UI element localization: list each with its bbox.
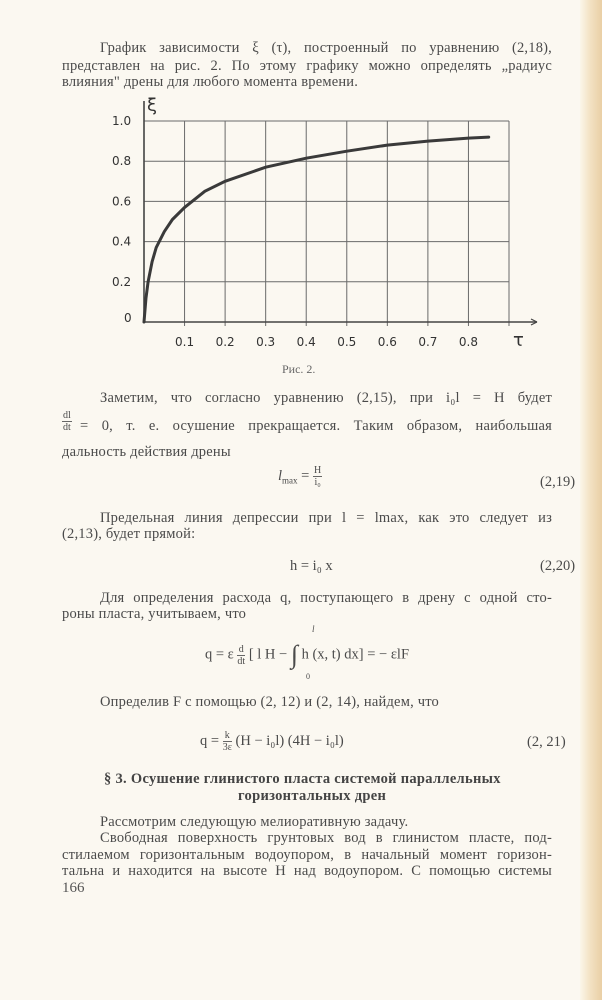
para1-line-1: Заметим, что согласно уравнению (2,15), при i₀l = H будет (100, 390, 552, 406)
eq-21-lhs: q = (200, 732, 220, 749)
svg-text:0.8: 0.8 (112, 154, 132, 169)
svg-text:0.4: 0.4 (112, 234, 132, 249)
svg-text:0.2: 0.2 (112, 274, 132, 289)
equation-2-20: h = i₀ x (290, 558, 333, 574)
para4-line: Определив F с помощью (2, 12) и (2, 14), найдем, что (100, 694, 440, 710)
figure-2-chart (0, 0, 602, 360)
svg-text:0.1: 0.1 (175, 335, 195, 349)
para3-line-2: роны пласта, учитываем, что (62, 606, 247, 622)
svg-text:0.6: 0.6 (112, 194, 132, 209)
para5-line-1: Рассмотрим следующую мелиоративную задачу. (100, 814, 409, 830)
section-heading-line-1: § 3. Осушение глинистого пласта системой параллельных (104, 771, 501, 787)
integral-lower-limit: 0 (306, 672, 310, 681)
svg-text:τ: τ (513, 330, 524, 351)
equation-number-2-20: (2,20) (540, 558, 576, 574)
svg-text:ξ: ξ (147, 95, 158, 116)
chart-curve (144, 137, 489, 322)
chart-grid (144, 101, 537, 326)
para2-line-2: (2,13), будет прямой: (62, 526, 196, 542)
svg-text:0.7: 0.7 (418, 335, 438, 349)
eq-q-left: q = ε (205, 646, 234, 663)
svg-text:0.4: 0.4 (296, 335, 316, 349)
chart-axis-labels (112, 95, 524, 351)
section-heading-line-2: горизонтальных дрен (238, 788, 387, 804)
para3-line-1: Для определения расхода q, поступающего в дрену с одной сто- (100, 590, 552, 606)
svg-text:0.5: 0.5 (337, 335, 357, 349)
equation-2-19: $l_{max}$ = $\frac{H}{\text{i₀}}$ (278, 465, 322, 488)
svg-text:0.2: 0.2 (215, 335, 235, 349)
equation-number-2-21: (2, 21) (527, 734, 566, 750)
eq-den: i₀ (314, 477, 321, 488)
svg-text:1.0: 1.0 (112, 114, 132, 128)
equation-number-2-19: (2,19) (540, 474, 576, 490)
integral-upper-limit: l (312, 624, 315, 634)
eq-lhs: l (278, 467, 283, 484)
eq-21-frac-den: 3ε (222, 742, 232, 753)
para5-line-2: Свободная поверхность грунтовых вод в глинистом пласте, под- (100, 830, 552, 846)
figure-caption: Рис. 2. (282, 362, 316, 376)
para1-line-2: = 0, т. е. осушение прекращается. Таким образом, наибольшая (80, 418, 552, 434)
eq-lhs-sub: max (282, 475, 298, 486)
eq-q-frac-num: d (238, 643, 244, 655)
eq-num: H (313, 465, 322, 476)
frac-num: dl (63, 410, 71, 421)
eq-q-right: h (x, t) dx] = − εlF (301, 646, 410, 663)
page-number: 166 (62, 880, 85, 896)
para5-line-3: стилаемом горизонтальным водоупором, в начальный момент горизон- (62, 847, 552, 863)
svg-text:0.3: 0.3 (256, 335, 276, 349)
equation-flow-rate (205, 640, 409, 670)
para2-line-1: Предельная линия депрессии при l = lmax, как это следует из (100, 510, 552, 526)
eq-q-mid: [ l H − (248, 646, 288, 663)
svg-text:0.6: 0.6 (377, 335, 397, 349)
intro-line-2: представлен на рис. 2. По этому графику можно определять „радиус (62, 58, 552, 74)
svg-text:0.8: 0.8 (458, 335, 478, 349)
frac-den: dt (63, 422, 71, 433)
eq-21-rhs: (H − i₀l) (4H − i₀l) (235, 732, 344, 749)
intro-line-1: График зависимости ξ (τ), построенный по уравнению (2,18), (100, 40, 552, 56)
para5-line-4: тальна и находится на высоте H над водоупором. С помощью системы (62, 863, 552, 879)
integral-sign: ∫ (290, 640, 298, 669)
equation-2-21 (200, 730, 344, 753)
para1-fraction (62, 410, 72, 433)
para1-line-3: дальность действия дрены (62, 444, 231, 460)
intro-line-3: влияния" дрены для любого момента времени. (62, 74, 359, 90)
eq-q-frac-den: dt (237, 655, 246, 667)
eq-21-frac-num: k (223, 730, 232, 742)
svg-text:0: 0 (124, 311, 132, 325)
